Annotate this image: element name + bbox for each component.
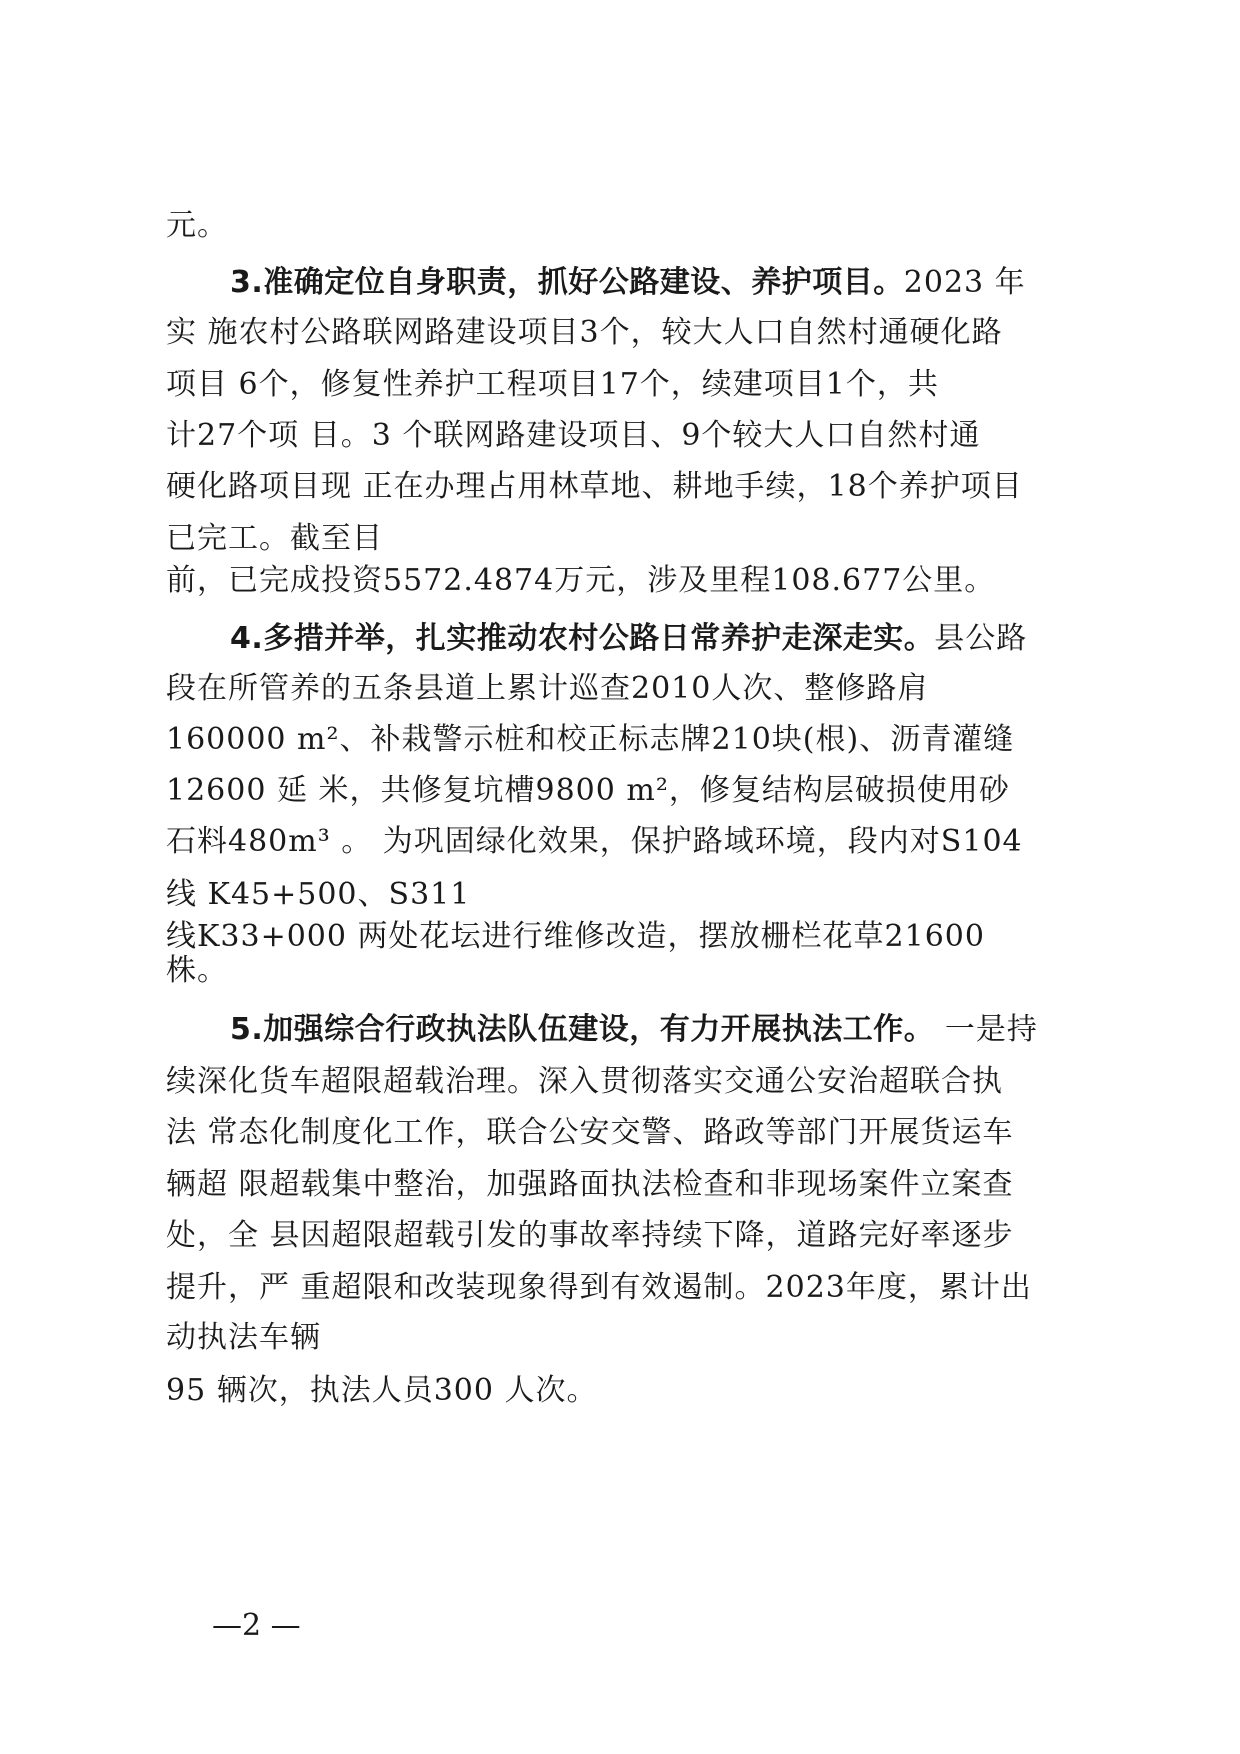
- section-4-lead-text: 县公路: [934, 621, 1028, 656]
- section-5-heading: 5.加强综合行政执法队伍建设，有力开展执法工作。: [230, 1012, 935, 1047]
- body-line: 已完工。截至目: [166, 521, 383, 556]
- body-line: 95 辆次，执法人员300 人次。: [166, 1373, 598, 1408]
- section-4-heading: 4.多措并举，扎实推动农村公路日常养护走深走实。: [230, 621, 935, 656]
- section-5-first-line: [230, 1010, 1038, 1050]
- body-line: 项目 6个，修复性养护工程项目17个，续建项目1个，共: [166, 367, 939, 402]
- body-line: 计27个项 目。3 个联网路建设项目、9个较大人口自然村通: [166, 418, 981, 453]
- body-line: 160000 m²、补栽警示桩和校正标志牌210块(根)、沥青灌缝: [166, 722, 1015, 757]
- body-line: 法 常态化制度化工作，联合公安交警、路政等部门开展货运车: [166, 1115, 1014, 1150]
- section-4-first-line: [230, 619, 1027, 659]
- section-3-lead-text: 2023 年: [903, 265, 1026, 300]
- section-3-first-line: [230, 263, 1026, 303]
- body-line: 段在所管养的五条县道上累计巡查2010人次、整修路肩: [166, 671, 929, 706]
- section-5-lead-text: 一是持: [934, 1012, 1038, 1047]
- body-line: 实 施农村公路联网路建设项目3个，较大人口自然村通硬化路: [166, 315, 1003, 350]
- body-line: 处，全 县因超限超载引发的事故率持续下降，道路完好率逐步: [166, 1218, 1014, 1253]
- body-line: 辆超 限超载集中整治，加强路面执法检查和非现场案件立案查: [166, 1167, 1014, 1202]
- page-number: —2 —: [212, 1608, 301, 1643]
- body-line: 续深化货车超限超载治理。深入贯彻落实交通公安治超联合执: [166, 1064, 1003, 1099]
- body-line: 动执法车辆: [166, 1320, 321, 1355]
- body-line: 前，已完成投资5572.4874万元，涉及里程108.677公里。: [166, 563, 996, 598]
- body-line: 石料480m³ 。 为巩固绿化效果，保护路域环境，段内对S104: [166, 824, 1023, 859]
- body-line: 线K33+000 两处花坛进行维修改造，摆放栅栏花草21600: [166, 919, 985, 954]
- body-line: 12600 延 米，共修复坑槽9800 m²，修复结构层破损使用砂: [166, 773, 1010, 808]
- body-line: 线 K45+500、S311: [166, 877, 471, 912]
- section-3-heading: 3.准确定位自身职责，抓好公路建设、养护项目。: [230, 265, 904, 300]
- body-line: 硬化路项目现 正在办理占用林草地、耕地手续，18个养护项目: [166, 469, 1023, 504]
- body-line: 株。: [166, 953, 228, 988]
- body-line: 提升，严 重超限和改装现象得到有效遏制。2023年度，累计出: [166, 1270, 1032, 1305]
- body-line: 元。: [166, 208, 228, 243]
